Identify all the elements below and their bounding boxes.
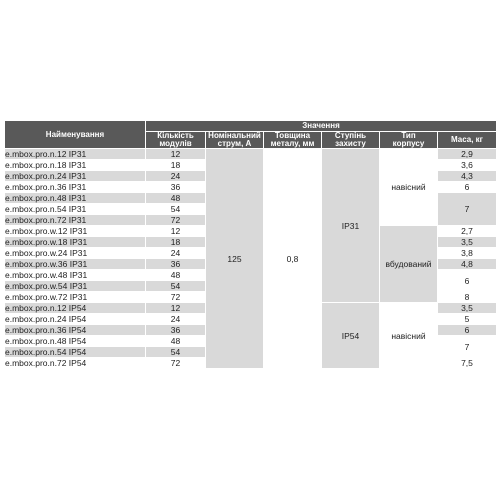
modules-value: 12 — [146, 303, 206, 314]
product-name: e.mbox.pro.n.54 IP54 — [5, 347, 146, 358]
protection-ip31: IP31 — [322, 149, 380, 303]
header-modules: Кількість модулів — [146, 132, 206, 149]
product-name: e.mbox.pro.n.36 IP54 — [5, 325, 146, 336]
header-mass: Маса, кг — [438, 132, 497, 149]
mass-value: 3,5 — [438, 237, 497, 248]
product-name: e.mbox.pro.n.18 IP31 — [5, 160, 146, 171]
modules-value: 12 — [146, 226, 206, 237]
mass-value: 7 — [438, 193, 497, 226]
modules-value: 24 — [146, 314, 206, 325]
mass-value: 8 — [438, 292, 497, 303]
product-name: e.mbox.pro.w.12 IP31 — [5, 226, 146, 237]
mass-value: 4,3 — [438, 171, 497, 182]
product-name: e.mbox.pro.n.48 IP54 — [5, 336, 146, 347]
mass-value: 7,5 — [438, 358, 497, 369]
product-name: e.mbox.pro.n.24 IP54 — [5, 314, 146, 325]
mass-value: 4,8 — [438, 259, 497, 270]
product-name: e.mbox.pro.n.48 IP31 — [5, 193, 146, 204]
modules-value: 72 — [146, 215, 206, 226]
product-name: e.mbox.pro.n.36 IP31 — [5, 182, 146, 193]
product-name: e.mbox.pro.w.54 IP31 — [5, 281, 146, 292]
product-name: e.mbox.pro.n.72 IP54 — [5, 358, 146, 369]
modules-value: 72 — [146, 292, 206, 303]
product-name: e.mbox.pro.w.18 IP31 — [5, 237, 146, 248]
current-value: 125 — [206, 149, 264, 369]
type-flush: вбудований — [380, 226, 438, 303]
header-thickness: Товщина металу, мм — [264, 132, 322, 149]
modules-value: 18 — [146, 237, 206, 248]
specification-table — [4, 120, 497, 369]
header-name: Найменування — [5, 121, 146, 149]
mass-value: 3,8 — [438, 248, 497, 259]
mass-value: 7 — [438, 336, 497, 358]
mass-value: 6 — [438, 325, 497, 336]
mass-value: 6 — [438, 270, 497, 292]
mass-value: 6 — [438, 182, 497, 193]
mass-value: 2,7 — [438, 226, 497, 237]
modules-value: 48 — [146, 336, 206, 347]
modules-value: 54 — [146, 347, 206, 358]
thickness-value: 0,8 — [264, 149, 322, 369]
product-name: e.mbox.pro.n.12 IP54 — [5, 303, 146, 314]
header-type: Тип корпусу — [380, 132, 438, 149]
product-name: e.mbox.pro.n.72 IP31 — [5, 215, 146, 226]
modules-value: 36 — [146, 182, 206, 193]
table-row — [5, 149, 497, 160]
mass-value: 3,5 — [438, 303, 497, 314]
mass-value: 2,9 — [438, 149, 497, 160]
mass-value: 5 — [438, 314, 497, 325]
modules-value: 48 — [146, 193, 206, 204]
modules-value: 18 — [146, 160, 206, 171]
modules-value: 12 — [146, 149, 206, 160]
header-values: Значення — [146, 121, 497, 132]
product-name: e.mbox.pro.n.24 IP31 — [5, 171, 146, 182]
product-name: e.mbox.pro.w.24 IP31 — [5, 248, 146, 259]
modules-value: 54 — [146, 204, 206, 215]
modules-value: 54 — [146, 281, 206, 292]
modules-value: 48 — [146, 270, 206, 281]
type-surface-ip54: навісний — [380, 303, 438, 369]
product-name: e.mbox.pro.n.54 IP31 — [5, 204, 146, 215]
modules-value: 72 — [146, 358, 206, 369]
header-current: Номінальний струм, А — [206, 132, 264, 149]
product-name: e.mbox.pro.w.48 IP31 — [5, 270, 146, 281]
modules-value: 36 — [146, 259, 206, 270]
header-protection: Ступінь захисту — [322, 132, 380, 149]
product-name: e.mbox.pro.w.72 IP31 — [5, 292, 146, 303]
modules-value: 24 — [146, 171, 206, 182]
protection-ip54: IP54 — [322, 303, 380, 369]
mass-value: 3,6 — [438, 160, 497, 171]
product-name: e.mbox.pro.n.12 IP31 — [5, 149, 146, 160]
product-name: e.mbox.pro.w.36 IP31 — [5, 259, 146, 270]
type-surface: навісний — [380, 149, 438, 226]
modules-value: 24 — [146, 248, 206, 259]
modules-value: 36 — [146, 325, 206, 336]
